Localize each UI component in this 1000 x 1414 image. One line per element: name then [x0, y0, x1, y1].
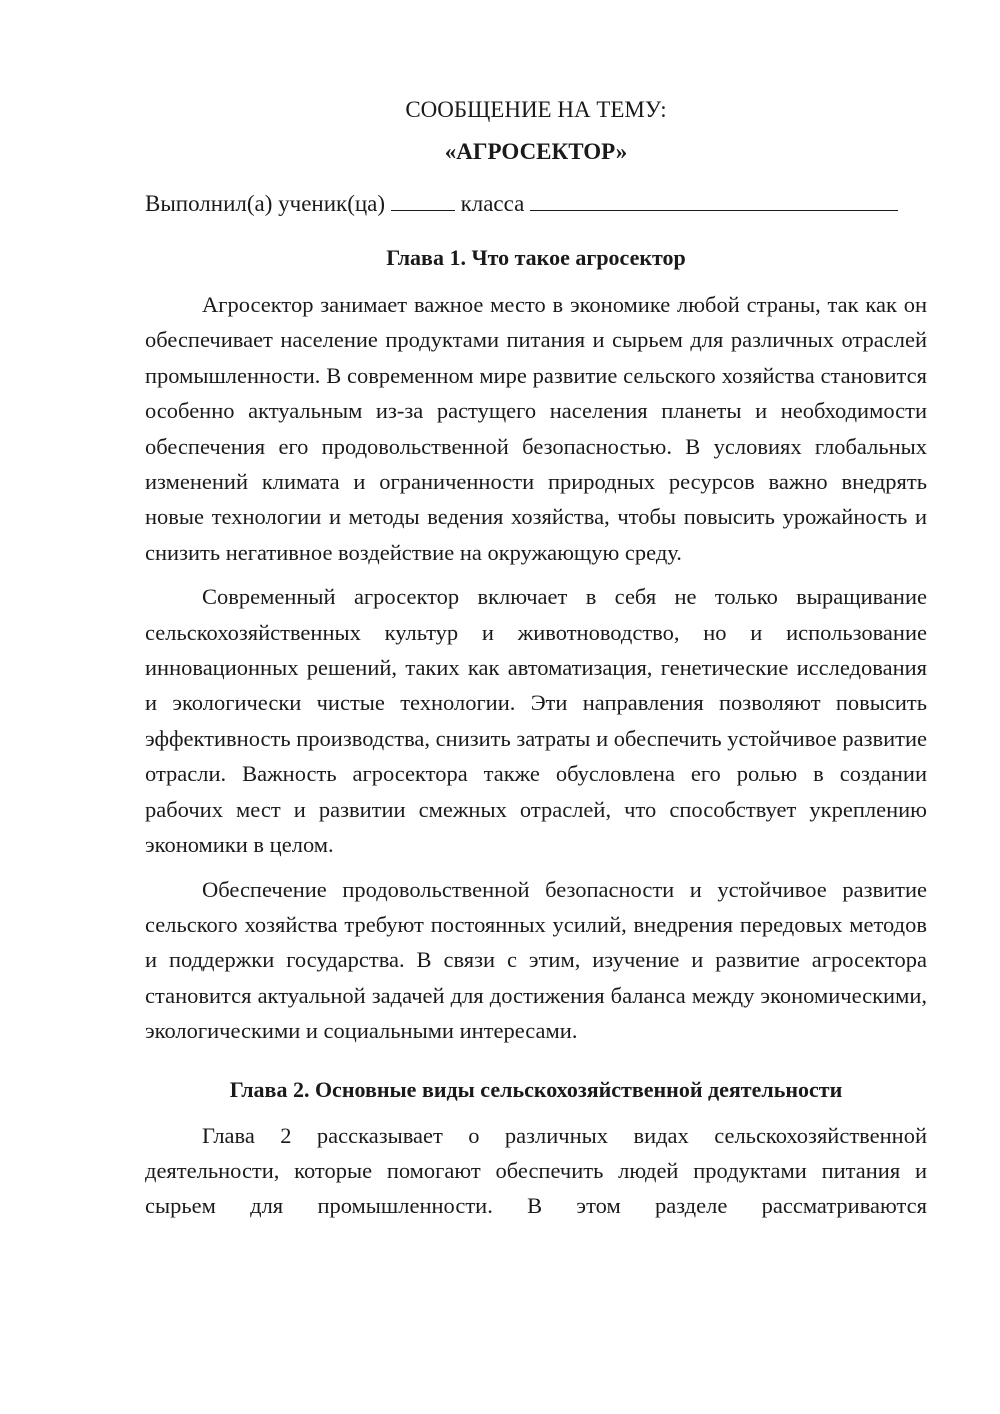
chapter-1-paragraph-3: Обеспечение продовольственной безопасности и устойчивое развитие сельского хозяйства требуют постоянных усилий, внедрения передовых методов и поддержки государства. В связи с этим, изучение и развитие агросектора становится актуальной задачей для достижения баланса между экономическими, экологическими и социальными интересами. [145, 876, 927, 1044]
document-body [145, 94, 927, 1224]
chapter-2-paragraph-1: Глава 2 рассказывает о различных видах сельскохозяйственной деятельности, которые помогают обеспечить людей продуктами питания и сырьем для промышленности. В этом разделе рассматриваются [145, 1122, 927, 1219]
chapter-1-paragraph-2: Современный агросектор включает в себя не только выращивание сельскохозяйственных культур и животноводство, но и использование инновационных решений, таких как автоматизация, генетические исследования и экологически чистые технологии. Эти направления позволяют повысить эффективность производства, снизить затраты и обеспечить устойчивое развитие отрасли. Важность агросектора также обусловлена его ролью в создании рабочих мест и развитии смежных отраслей, что способствует укреплению экономики в целом. [145, 584, 927, 858]
chapter-2-heading: Глава 2. Основные виды сельскохозяйственной деятельности [229, 1076, 843, 1102]
performed-by-label: Выполнил(а) ученик(ца) [145, 191, 386, 216]
document-title: СООБЩЕНИЕ НА ТЕМУ: [405, 97, 667, 122]
document-subtitle: «АГРОСЕКТОР» [444, 139, 628, 164]
class-number-blank [391, 188, 455, 211]
chapter-1-paragraph-1: Агросектор занимает важное место в экономике любой страны, так как он обеспечивает население продуктами питания и сырьем для различных отраслей промышленности. В современном мире развитие сельского хозяйства становится особенно актуальным из-за растущего населения планеты и необходимости обеспечения его продовольственной безопасностью. В условиях глобальных изменений климата и ограниченности природных ресурсов важно внедрять новые технологии и методы ведения хозяйства, чтобы повысить урожайность и снизить негативное воздействие на окружающую среду. [145, 292, 927, 565]
author-line [145, 188, 927, 220]
chapter-1-heading: Глава 1. Что такое агросектор [386, 245, 686, 270]
class-letter-blank [530, 188, 898, 211]
class-label: класса [460, 191, 525, 216]
